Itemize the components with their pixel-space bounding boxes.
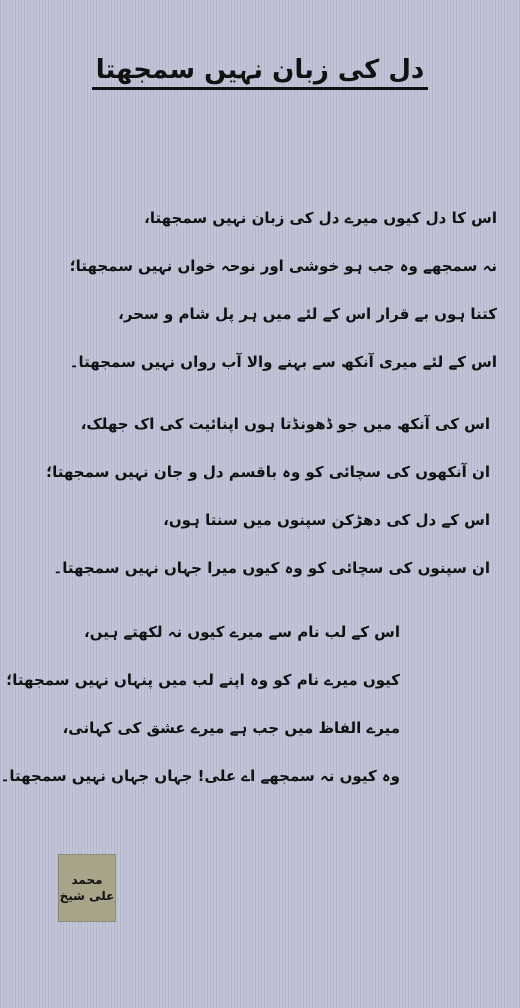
signature-stamp: [58, 854, 116, 922]
stanza-1: [69, 194, 497, 386]
poem-line: اس کے دل کی دھڑکن سپنوں میں سنتا ہوں،: [163, 511, 490, 529]
poem-title-text: دل کی زبان نہیں سمجھتا: [92, 55, 429, 90]
poem-line: کیوں میرے نام کو وہ اپنے لب میں پنہاں نہیں سمجھتا؛: [6, 671, 400, 689]
poem-line: اس کے لئے میری آنکھ سے بہنے والا آب رواں نہیں سمجھتا۔: [69, 353, 497, 371]
poem-line: ان آنکھوں کی سچائی کو وہ باقسم دل و جان نہیں سمجھتا؛: [46, 463, 490, 481]
poem-line: اس کے لب نام سے میرے کیوں نہ لکھتے ہیں،: [84, 623, 400, 641]
poem-line: نہ سمجھے وہ جب ہو خوشی اور نوحہ خواں نہیں سمجھتا؛: [69, 257, 497, 275]
poem-line: ان سپنوں کی سچائی کو وہ کیوں میرا جہاں نہیں سمجھتا۔: [53, 559, 490, 577]
poem-line: میرے الفاظ میں جب ہے میرے عشق کی کہانی،: [62, 719, 400, 737]
poem-line: اس کا دل کیوں میرے دل کی زبان نہیں سمجھتا،: [144, 209, 497, 227]
poem-line: کتنا ہوں بے قرار اس کے لئے میں ہر پل شام و سحر،: [118, 305, 497, 323]
poem-line: اس کی آنکھ میں جو ڈھونڈتا ہوں اپنائیت کی اک جھلک،: [80, 415, 490, 433]
poem-title: [0, 50, 520, 90]
poem-line: وہ کیوں نہ سمجھے اے علی! جہاں جہاں نہیں سمجھتا۔: [0, 767, 400, 785]
stanza-2: [0, 400, 490, 592]
signature-text: محمد علی شیخ: [59, 873, 115, 903]
stanza-3: [0, 608, 400, 800]
